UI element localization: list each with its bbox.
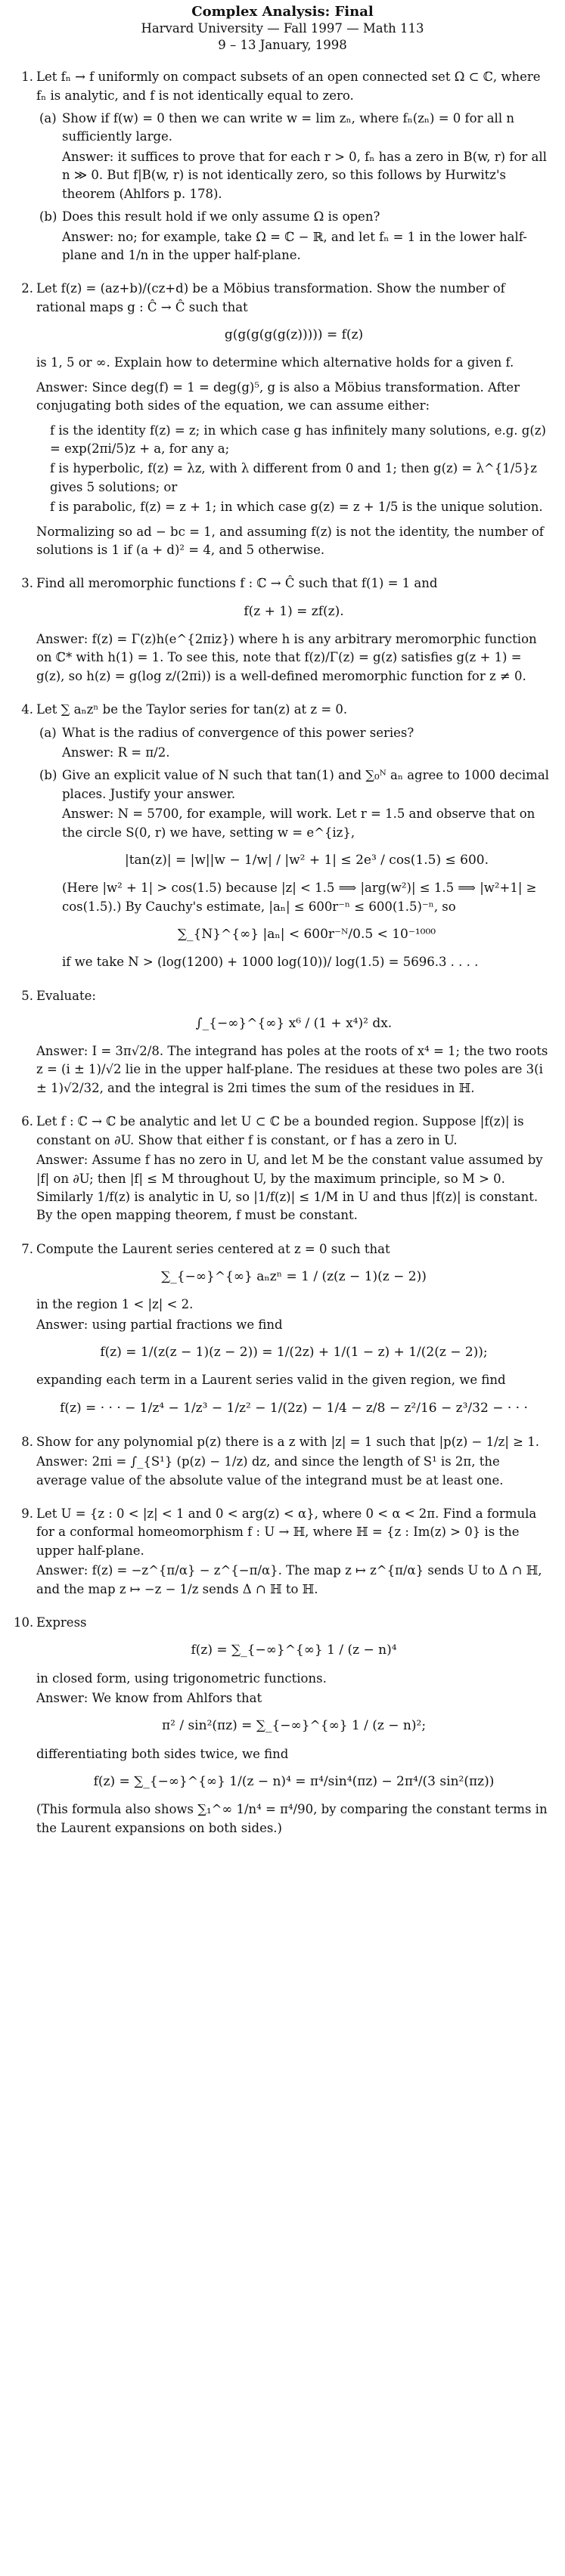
display-equation: f(z) = ∑_{−∞}^{∞} 1 / (z − n)⁴ bbox=[191, 1643, 397, 1658]
problem-text: Show for any polynomial p(z) there is a z with |z| = 1 such that |p(z) − 1/z| ≥ 1. bbox=[36, 1434, 539, 1449]
part-a bbox=[36, 110, 551, 203]
problem-text: Let f(z) = (az+b)/(cz+d) be a Möbius transformation. Show the number of rational maps g : Ĉ → Ĉ such that bbox=[36, 281, 505, 314]
answer-text: Answer: Assume f has no zero in U, and let M be the constant value assumed by |f| on ∂U; then |f| ≤ M throughout U, by the maximum principle, so M > 0. Similarly 1/f(z) is analytic in U, so |1/f(z)| ≤ 1/M in U and thus |f(z)| is constant. By the open mapping theorem, f must be constant. bbox=[36, 1153, 543, 1223]
problem-5 bbox=[14, 987, 551, 1098]
problem-4 bbox=[14, 701, 551, 971]
problem-number: 8. bbox=[21, 1434, 33, 1449]
answer-text: Answer: I = 3π√2/8. The integrand has poles at the roots of x⁴ = 1; the two roots z = (i ± 1)/√2 lie in the upper half-plane. The residues at these two poles are 3(i ± 1)√2/32, and the integral is 2πi times the sum of the residues in ℍ. bbox=[36, 1044, 548, 1095]
problem-text-continued: in the region 1 < |z| < 2. bbox=[36, 1297, 194, 1312]
answer-text: Answer: 2πi = ∫_{S¹} (p(z) − 1/z) dz, and since the length of S¹ is 2π, the average value of the absolute value of the integrand must be at least one. bbox=[36, 1454, 504, 1488]
problem-text: Find all meromorphic functions f : ℂ → Ĉ such that f(1) = 1 and bbox=[36, 576, 438, 591]
display-equation-2: π² / sin²(πz) = ∑_{−∞}^{∞} 1 / (z − n)²; bbox=[161, 1718, 427, 1734]
display-equation-3: f(z) = · · · − 1/z⁴ − 1/z³ − 1/z² − 1/(2z) − 1/4 − z/8 − z²/16 − z³/32 − · · · bbox=[60, 1400, 528, 1416]
course-line: Harvard University — Fall 1997 — Math 113 bbox=[141, 21, 424, 36]
problem-1 bbox=[14, 68, 551, 265]
answer-text: Answer: N = 5700, for example, will work. Let r = 1.5 and observe that on the circle S(0, r) we have, setting w = e^{iz}, bbox=[62, 807, 536, 840]
answer-text: Answer: it suffices to prove that for each r > 0, fₙ has a zero in B(w, r) for all n ≫ 0. But f|B(w, r) is not identically zero, so this follows by Hurwitz's theorem (Ahlfors p. 178). bbox=[62, 149, 547, 201]
problem-text: Express bbox=[36, 1615, 87, 1630]
part-label: (b) bbox=[39, 768, 57, 783]
part-text: Give an explicit value of N such that tan(1) and ∑₀ᴺ aₙ agree to 1000 decimal places. Justify your answer. bbox=[62, 768, 549, 801]
answer-text-final: (This formula also shows ∑₁^∞ 1/n⁴ = π⁴/90, by comparing the constant terms in the Laurent expansions on both sides.) bbox=[36, 1802, 548, 1835]
problem-10 bbox=[14, 1614, 551, 1838]
problem-text: Let U = {z : 0 < |z| < 1 and 0 < arg(z) < α}, where 0 < α < 2π. Find a formula for a conformal homeomorphism f : U → ℍ, where ℍ = {z : Im(z) > 0} is the upper half-plane. bbox=[36, 1506, 537, 1558]
problem-number: 6. bbox=[21, 1114, 33, 1129]
problem-number: 5. bbox=[21, 988, 33, 1003]
exam-header bbox=[14, 3, 551, 53]
display-equation: ∑_{−∞}^{∞} aₙzⁿ = 1 / (z(z − 1)(z − 2)) bbox=[161, 1269, 427, 1285]
problem-9 bbox=[14, 1505, 551, 1599]
problem-text: Compute the Laurent series centered at z = 0 such that bbox=[36, 1241, 390, 1256]
answer-text: Answer: f(z) = −z^{π/α} − z^{−π/α}. The map z ↦ z^{π/α} sends U to Δ ∩ ℍ, and the map z ↦ −z − 1/z sends Δ ∩ ℍ to ℍ. bbox=[36, 1563, 542, 1596]
problem-number: 7. bbox=[21, 1241, 33, 1256]
part-label: (b) bbox=[39, 209, 57, 224]
case-hyperbolic: f is hyperbolic, f(z) = λz, with λ different from 0 and 1; then g(z) = λ^{1/5}z gives 5 solutions; or bbox=[50, 461, 537, 494]
answer-text: Answer: R = π/2. bbox=[62, 745, 170, 760]
case-list bbox=[36, 422, 551, 517]
answer-text: Answer: Since deg(f) = 1 = deg(g)⁵, g is also a Möbius transformation. After conjugating both sides of the equation, we can assume either: bbox=[36, 379, 520, 413]
display-equation-2: f(z) = 1/(z(z − 1)(z − 2)) = 1/(2z) + 1/(1 − z) + 1/(2(z − 2)); bbox=[100, 1345, 488, 1361]
problem-6 bbox=[14, 1113, 551, 1225]
answer-text: Answer: no; for example, take Ω = ℂ − ℝ, and let fₙ = 1 in the lower half-plane and 1/n in the upper half-plane. bbox=[62, 229, 527, 262]
problem-number: 2. bbox=[21, 281, 33, 296]
part-a bbox=[36, 724, 551, 763]
problem-2 bbox=[14, 280, 551, 559]
problem-8 bbox=[14, 1433, 551, 1490]
problem-text: Let fₙ → f uniformly on compact subsets of an open connected set Ω ⊂ ℂ, where fₙ is analytic, and f is not identically equal to zero. bbox=[36, 70, 541, 103]
answer-text: Answer: f(z) = Γ(z)h(e^{2πiz}) where h is any arbitrary meromorphic function on ℂ* with h(1) = 1. To see this, note that f(z)/Γ(z) = g(z) satisfies g(z + 1) = g(z), so h(z) = g(log z/(2πi)) is a well-defined meromorphic function for z ≠ 0. bbox=[36, 631, 537, 683]
display-equation: |tan(z)| = |w||w − 1/w| / |w² + 1| ≤ 2e³ / cos(1.5) ≤ 600. bbox=[125, 852, 489, 868]
problem-number: 4. bbox=[21, 702, 33, 717]
display-equation-3: f(z) = ∑_{−∞}^{∞} 1/(z − n)⁴ = π⁴/sin⁴(πz) − 2π⁴/(3 sin²(πz)) bbox=[93, 1774, 495, 1790]
case-parabolic: f is parabolic, f(z) = z + 1; in which case g(z) = z + 1/5 is the unique solution. bbox=[50, 500, 543, 515]
case-identity: f is the identity f(z) = z; in which case g has infinitely many solutions, e.g. g(z) = exp(2πi/5)z + a, for any a; bbox=[50, 423, 546, 456]
answer-text-continued: Normalizing so ad − bc = 1, and assuming f(z) is not the identity, the number of solutions is 1 if (a + d)² = 4, and 5 otherwise. bbox=[36, 524, 544, 557]
problem-text-continued: is 1, 5 or ∞. Explain how to determine which alternative holds for a given f. bbox=[36, 355, 514, 370]
part-text: What is the radius of convergence of this power series? bbox=[62, 725, 414, 740]
problem-text: Let f : ℂ → ℂ be analytic and let U ⊂ ℂ be a bounded region. Suppose |f(z)| is constant on ∂U. Show that either f is constant, or f has a zero in U. bbox=[36, 1114, 524, 1147]
exam-title: Complex Analysis: Final bbox=[191, 4, 374, 20]
display-equation: ∫_{−∞}^{∞} x⁶ / (1 + x⁴)² dx. bbox=[195, 1015, 393, 1031]
problem-number: 9. bbox=[21, 1506, 33, 1522]
answer-text: Answer: We know from Ahlfors that bbox=[36, 1691, 262, 1706]
answer-text-final: if we take N > (log(1200) + 1000 log(10))/ log(1.5) = 5696.3 . . . . bbox=[62, 955, 479, 970]
problem-3 bbox=[14, 574, 551, 686]
answer-text-continued: differentiating both sides twice, we find bbox=[36, 1746, 289, 1761]
part-b bbox=[36, 208, 551, 265]
part-label: (a) bbox=[39, 725, 57, 740]
problem-7 bbox=[14, 1240, 551, 1418]
problem-text: Let ∑ aₙzⁿ be the Taylor series for tan(z) at z = 0. bbox=[36, 702, 348, 717]
part-text: Show if f(w) = 0 then we can write w = lim zₙ, where fₙ(zₙ) = 0 for all n sufficiently large. bbox=[62, 111, 514, 144]
part-label: (a) bbox=[39, 111, 57, 126]
answer-text: Answer: using partial fractions we find bbox=[36, 1317, 283, 1332]
display-equation: g(g(g(g(g(z))))) = f(z) bbox=[224, 327, 364, 343]
display-equation: f(z + 1) = zf(z). bbox=[244, 603, 344, 619]
answer-text-continued: expanding each term in a Laurent series valid in the given region, we find bbox=[36, 1373, 506, 1388]
problem-number: 10. bbox=[14, 1615, 34, 1630]
problem-text-continued: in closed form, using trigonometric functions. bbox=[36, 1670, 327, 1686]
problem-number: 1. bbox=[21, 70, 33, 85]
date-line: 9 – 13 January, 1998 bbox=[218, 37, 347, 52]
part-b bbox=[36, 766, 551, 971]
problem-text: Evaluate: bbox=[36, 988, 96, 1003]
display-equation-2: ∑_{N}^{∞} |aₙ| < 600r⁻ᴺ/0.5 < 10⁻¹⁰⁰⁰ bbox=[177, 926, 436, 942]
part-text: Does this result hold if we only assume Ω is open? bbox=[62, 209, 380, 224]
answer-text-continued: (Here |w² + 1| > cos(1.5) because |z| < 1.5 ⟹ |arg(w²)| ≤ 1.5 ⟹ |w²+1| ≥ cos(1.5).) By Cauchy's estimate, |aₙ| ≤ 600r⁻ⁿ ≤ 600(1.5)⁻ⁿ, so bbox=[62, 881, 537, 914]
problem-number: 3. bbox=[21, 576, 33, 591]
